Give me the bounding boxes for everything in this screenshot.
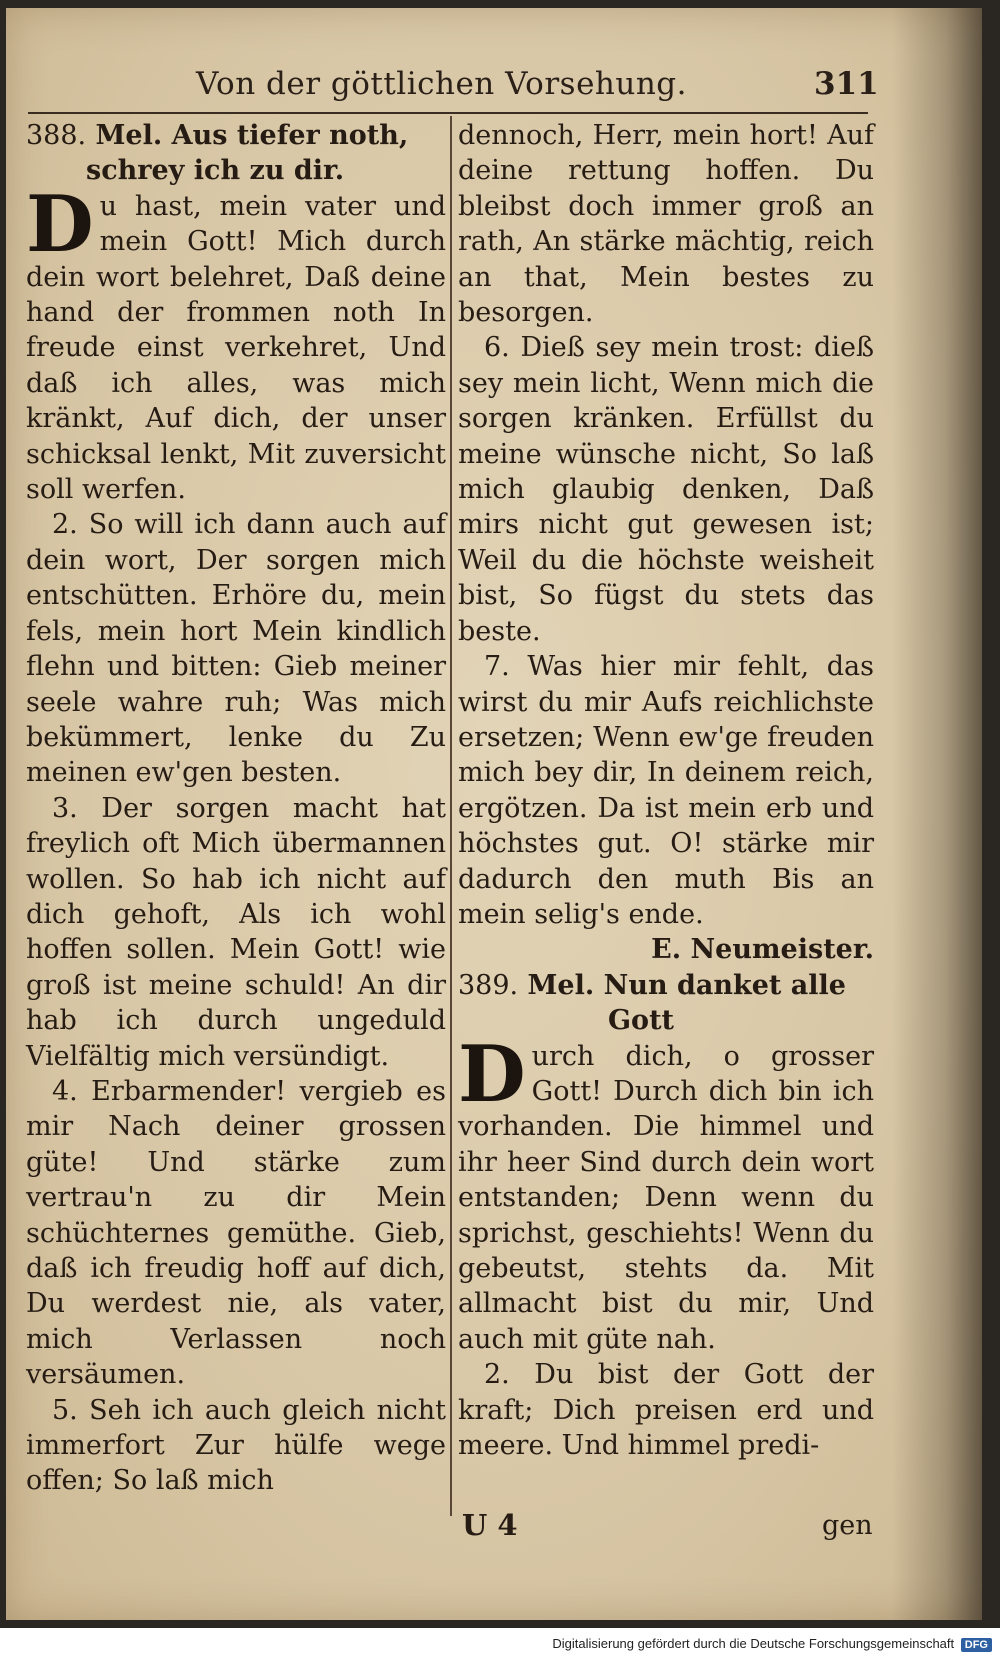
melody-line-continued: schrey ich zu dir. [86, 155, 345, 187]
stanza-5: 5. Seh ich auch gleich nicht immerfort Zur hülfe wege offen; So laß mich [26, 1394, 446, 1497]
running-head: Von der göttlichen Vorsehung. [196, 66, 688, 102]
drop-cap: D [458, 1028, 526, 1120]
hymn-389-stanza-1 [458, 1028, 874, 1358]
footer-text: Digitalisierung gefördert durch die Deutsche Forschungsgemeinschaft [552, 1636, 955, 1651]
page-number: 311 [814, 66, 879, 102]
stanza-text: u hast, mein vater und mein Gott! Mich durch dein wort belehret, Daß deine hand der frommen noth In freude einst verkehret, Und daß ich alles, was mich kränkt, Auf dich, der unser schicksal lenkt, Mit zuversicht soll werfen. [26, 190, 446, 506]
hymn-number: 389. [458, 969, 519, 1001]
melody-line-continued: Gott [608, 1005, 675, 1037]
drop-cap: D [26, 178, 94, 270]
melody-line: Mel. Aus tiefer noth, [95, 120, 409, 151]
right-column [458, 118, 874, 1463]
stanza-4: 4. Erbarmender! vergieb es mir Nach deiner grossen güte! Und stärke zum vertrau'n zu dir Mein schüchternes gemüthe. Gieb, daß ich freudig hoff auf dich, Du werdest nie, als vater, mich Verlassen noch versäumen. [26, 1075, 446, 1391]
dfg-logo: DFG [961, 1638, 992, 1652]
stanza-6: 6. Dieß sey mein trost: dieß sey mein licht, Wenn mich die sorgen kränken. Erfüllst du meine wünsche nicht, So laß mich glaubig denken, Daß mirs nicht gut gewesen ist; Weil du die höchste weisheit bist, So fügst du stets das beste. [458, 332, 874, 647]
stanza-2: 2. So will ich dann auch auf dein wort, Der sorgen mich entschütten. Erhöre du, mein fels, mein hort Mein kindlich flehn und bitten: Gieb meiner seele wahre ruh; Was mich bekümmert, lenke du Zu meinen ew'gen besten. [26, 509, 446, 789]
stanza-7: 7. Was hier mir fehlt, das wirst du mir Aufs reichlichste ersetzen; Wenn ew'ge freuden mich bey dir, In deinem reich, ergötzen. Da ist mein erb und höchstes gut. O! stärke mir dadurch den muth Bis an mein selig's ende. [458, 651, 874, 930]
column-divider [450, 116, 452, 1516]
spine-shadow [892, 8, 982, 1620]
signature-mark: U 4 [462, 1508, 518, 1542]
header-rule [28, 112, 868, 114]
funding-footer [552, 1636, 992, 1652]
catchword: gen [822, 1510, 873, 1541]
hymn-389-heading [458, 968, 874, 1039]
hymn-author: E. Neumeister. [651, 934, 874, 966]
stanza-1 [26, 178, 446, 508]
hymn-388-heading [26, 118, 446, 189]
book-page [6, 8, 982, 1620]
stanza-3: 3. Der sorgen macht hat freylich oft Mich übermannen wollen. So hab ich nicht auf dich gehoft, Als ich wohl hoffen sollen. Mein Gott! wie groß ist meine schuld! An dir hab ich durch ungeduld Vielfältig mich versündigt. [26, 792, 446, 1072]
stanza-5-continued: dennoch, Herr, mein hort! Auf deine rettung hoffen. Du bleibst doch immer groß an rath, An stärke mächtig, reich an that, Mein bestes zu besorgen. [458, 120, 874, 329]
left-column [26, 118, 446, 1499]
hymn-389-stanza-2: 2. Du bist der Gott der kraft; Dich preisen erd und meere. Und himmel predi- [458, 1359, 874, 1462]
hymn-number: 388. [26, 120, 87, 151]
melody-line: Mel. Nun danket alle [527, 969, 846, 1001]
stanza-text: urch dich, o grosser Gott! Durch dich bin ich vorhanden. Die himmel und ihr heer Sind durch dein wort entstanden; Denn wenn du sprichst, geschiehts! Wenn du gebeutst, stehts da. Mit allmacht bist du mir, Und auch mit güte nah. [458, 1040, 874, 1355]
